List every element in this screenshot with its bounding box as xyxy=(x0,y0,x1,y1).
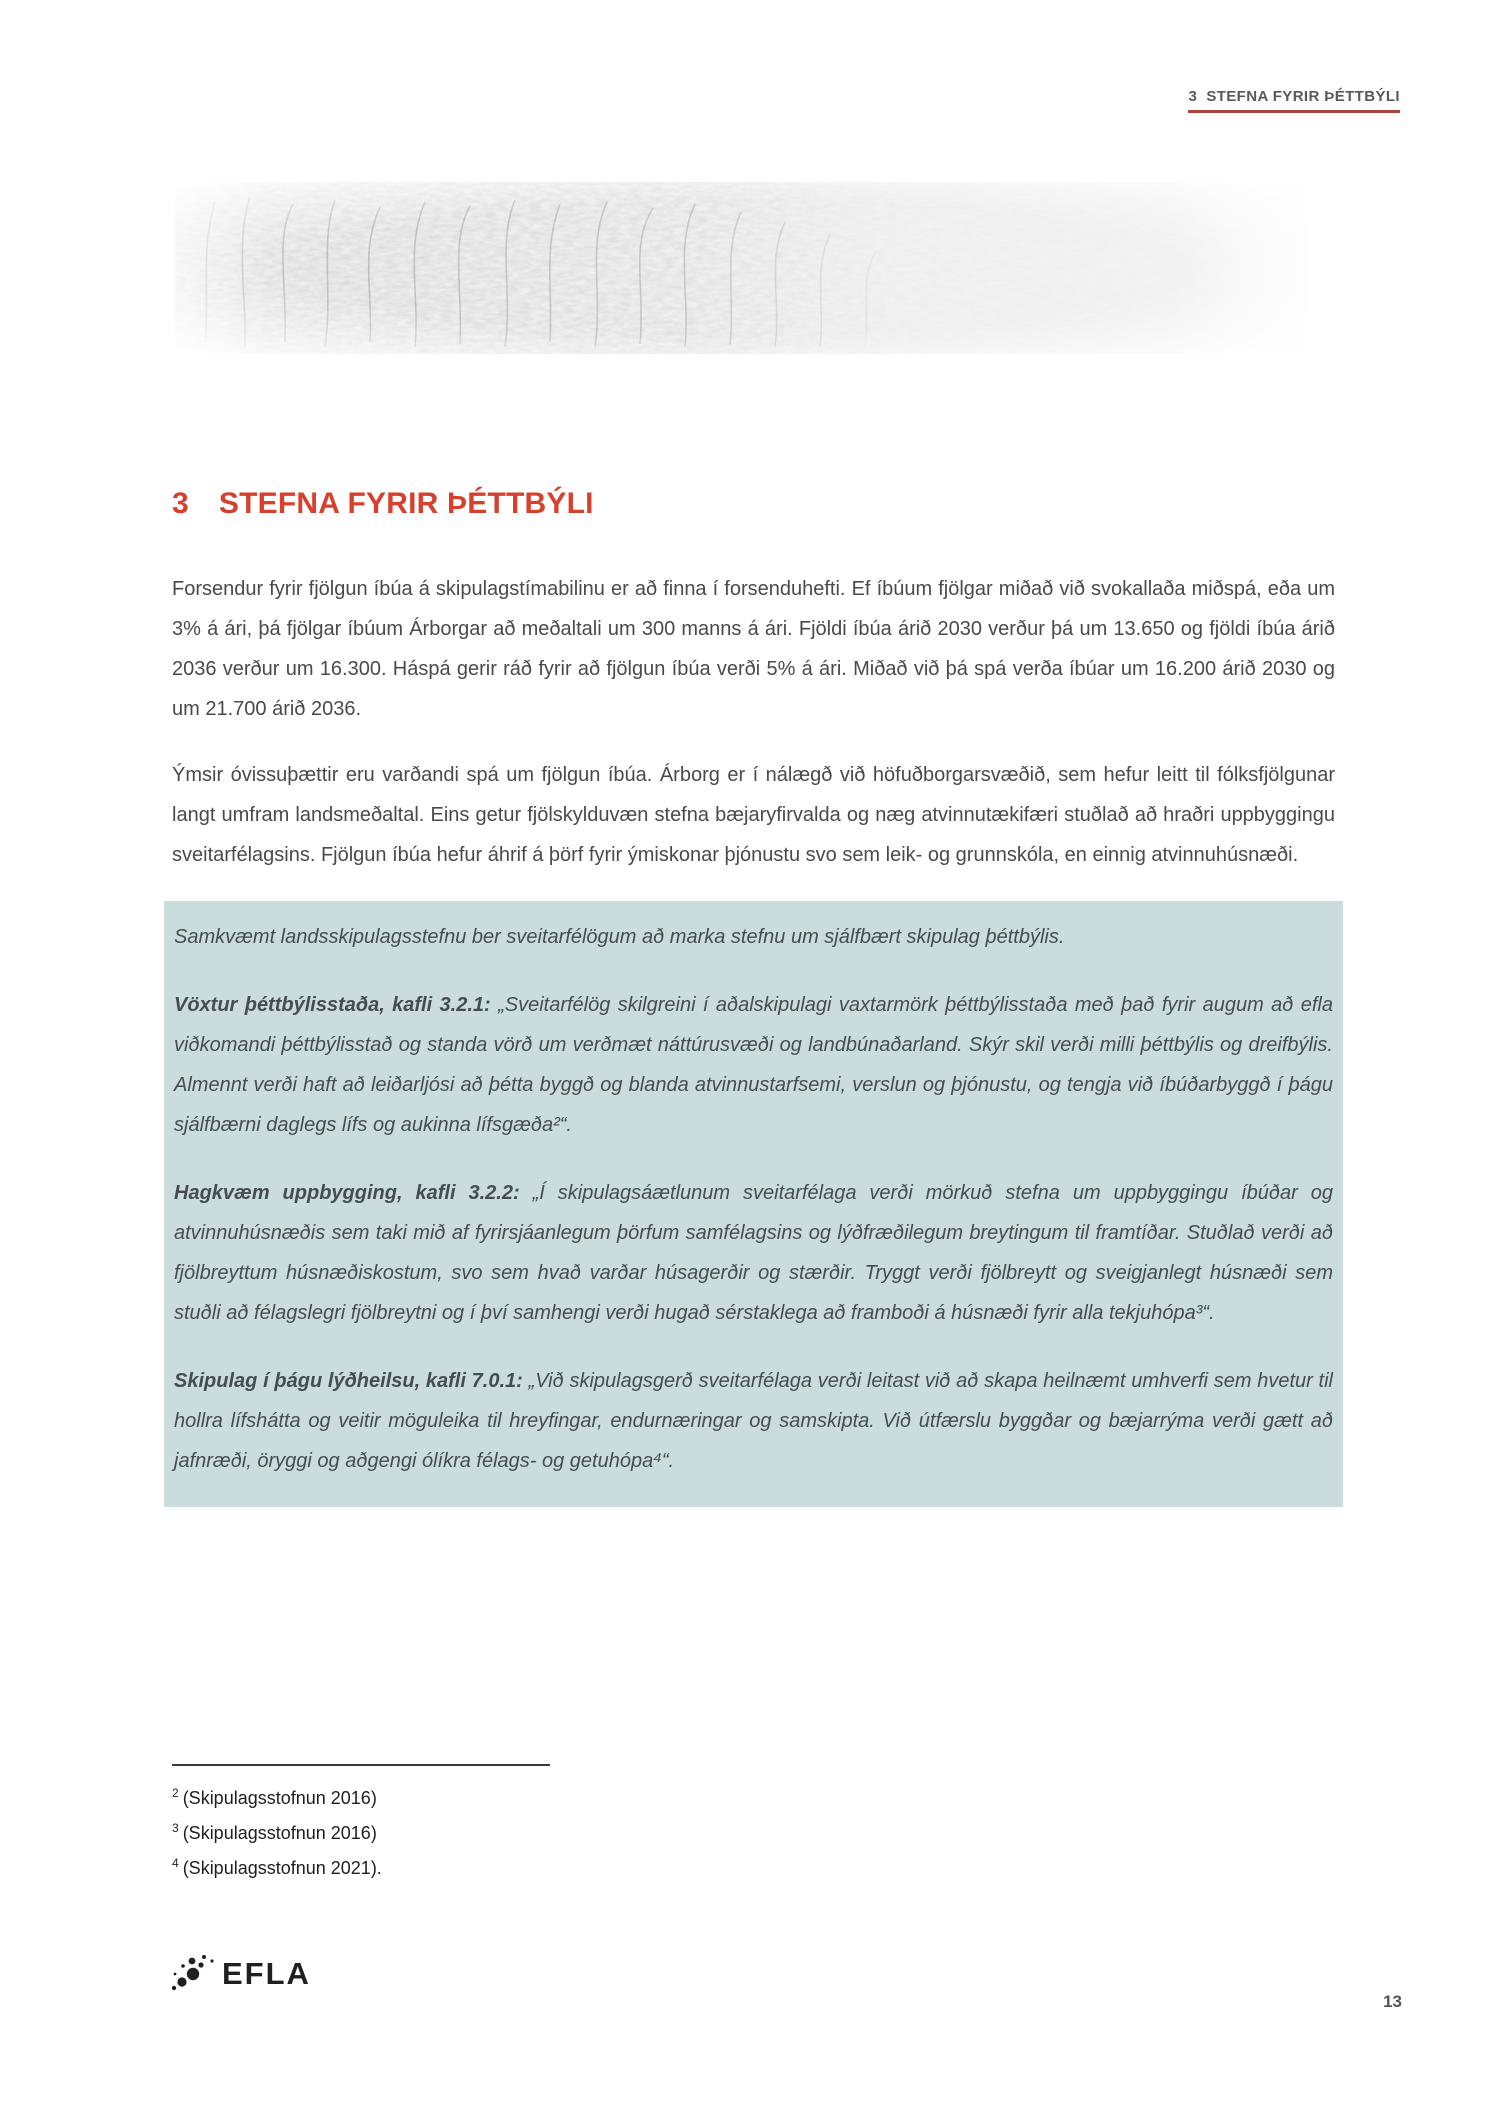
hero-image xyxy=(175,182,1308,354)
quote-item-1-text: „Sveitarfélög skilgreini í aðalskipulagi vaxtarmörk þéttbýlisstaða með það fyrir augum að efla viðkomandi þéttbýlisstað og standa vörð um verðmæt náttúrusvæði og landbúnaðarland. Skýr skil verði milli þéttbýlis og dreifbýlis. Almennt verði haft að leiðarljósi að þétta byggð og blanda atvinnustarfsemi, verslun og þjónustu, og tengja við íbúðarbyggð í þágu sjálfbærni daglegs lífs og aukinna lífsgæða²“. xyxy=(174,994,1333,1136)
body-paragraph-1: Forsendur fyrir fjölgun íbúa á skipulagstímabilinu er að finna í forsenduhefti. Ef íbúum fjölgar miðað við svokallaða miðspá, eða um 3% á ári, þá fjölgar íbúum Árborgar að meðaltali um 300 manns á ári. Fjöldi íbúa árið 2030 verður þá um 13.650 og fjöldi íbúa árið 2036 verður um 16.300. Háspá gerir ráð fyrir að fjölgun íbúa verði 5% á ári. Miðað við þá spá verða íbúar um 16.200 árið 2030 og um 21.700 árið 2036. xyxy=(172,578,1335,720)
quote-item-1-label: Vöxtur þéttbýlisstaða, kafli 3.2.1: xyxy=(174,994,491,1016)
quote-item-2-label: Hagkvæm uppbygging, kafli 3.2.2: xyxy=(174,1182,520,1204)
footnote-1-text: (Skipulagsstofnun 2016) xyxy=(182,1788,377,1808)
efla-logo-dots-icon xyxy=(168,1952,220,1996)
footnote-3 xyxy=(172,1848,772,1883)
quote-item-2 xyxy=(174,1173,1333,1333)
section-heading xyxy=(172,487,1335,521)
body-paragraph-2: Ýmsir óvissuþættir eru varðandi spá um fjölgun íbúa. Árborg er í nálægð við höfuðborgarsvæðið, sem hefur leitt til fólksfjölgunar langt umfram landsmeðaltal. Eins getur fjölskylduvæn stefna bæjaryfirvalda og næg atvinnutækifæri stuðlað að hraðri uppbyggingu sveitarfélagsins. Fjölgun íbúa hefur áhrif á þörf fyrir ýmiskonar þjónustu svo sem leik- og grunnskóla, en einnig atvinnuhúsnæði. xyxy=(172,764,1335,866)
quote-item-1 xyxy=(174,985,1333,1145)
footnote-2-marker: 3 xyxy=(172,1821,179,1835)
footnote-1-marker: 2 xyxy=(172,1786,179,1800)
quote-item-3 xyxy=(174,1361,1333,1481)
quote-intro: Samkvæmt landsskipulagsstefnu ber sveitarfélögum að marka stefnu um sjálfbært skipulag þéttbýlis. xyxy=(174,926,1065,948)
heading-title: STEFNA FYRIR ÞÉTTBÝLI xyxy=(218,487,594,520)
footnote-2 xyxy=(172,1813,772,1848)
quote-item-3-label: Skipulag í þágu lýðheilsu, kafli 7.0.1: xyxy=(174,1370,523,1392)
footnote-3-marker: 4 xyxy=(172,1856,179,1870)
main-content xyxy=(172,487,1335,1507)
footnote-divider xyxy=(172,1764,550,1766)
footnotes xyxy=(172,1764,772,1883)
heading-number: 3 xyxy=(172,487,189,520)
footnote-3-text: (Skipulagsstofnun 2021). xyxy=(182,1858,382,1878)
running-header: 3 STEFNA FYRIR ÞÉTTBÝLI xyxy=(1188,88,1400,113)
footnote-1 xyxy=(172,1778,772,1813)
efla-logo xyxy=(168,1952,311,1996)
quote-item-3-text: „Við skipulagsgerð sveitarfélaga verði leitast við að skapa heilnæmt umhverfi sem hvetur til hollra lífshátta og veitir möguleika til hreyfingar, endurnæringar og samskipta. Við útfærslu byggðar og bæjarrýma verði gætt að jafnræði, öryggi og aðgengi ólíkra félags- og getuhópa⁴“. xyxy=(174,1370,1333,1472)
efla-logo-text: EFLA xyxy=(222,1956,311,1991)
page-number: 13 xyxy=(1383,1992,1402,2011)
policy-quote-box xyxy=(164,901,1343,1507)
footnote-2-text: (Skipulagsstofnun 2016) xyxy=(182,1823,377,1843)
grass-photo-svg xyxy=(175,182,1308,354)
quote-item-2-text: „Í skipulagsáætlunum sveitarfélaga verði mörkuð stefna um uppbyggingu íbúðar og atvinnuhúsnæðis sem taki mið af fyrirsjáanlegum þörfum samfélagsins og lýðfræðilegum breytingum til framtíðar. Stuðlað verði að fjölbreyttum húsnæðiskostum, svo sem hvað varðar húsagerðir og stærðir. Tryggt verði fjölbreytt og sveigjanlegt húsnæði sem stuðli að félagslegri fjölbreytni og í því samhengi verði hugað sérstaklega að framboði á húsnæði fyrir alla tekjuhópa³“. xyxy=(174,1182,1333,1324)
